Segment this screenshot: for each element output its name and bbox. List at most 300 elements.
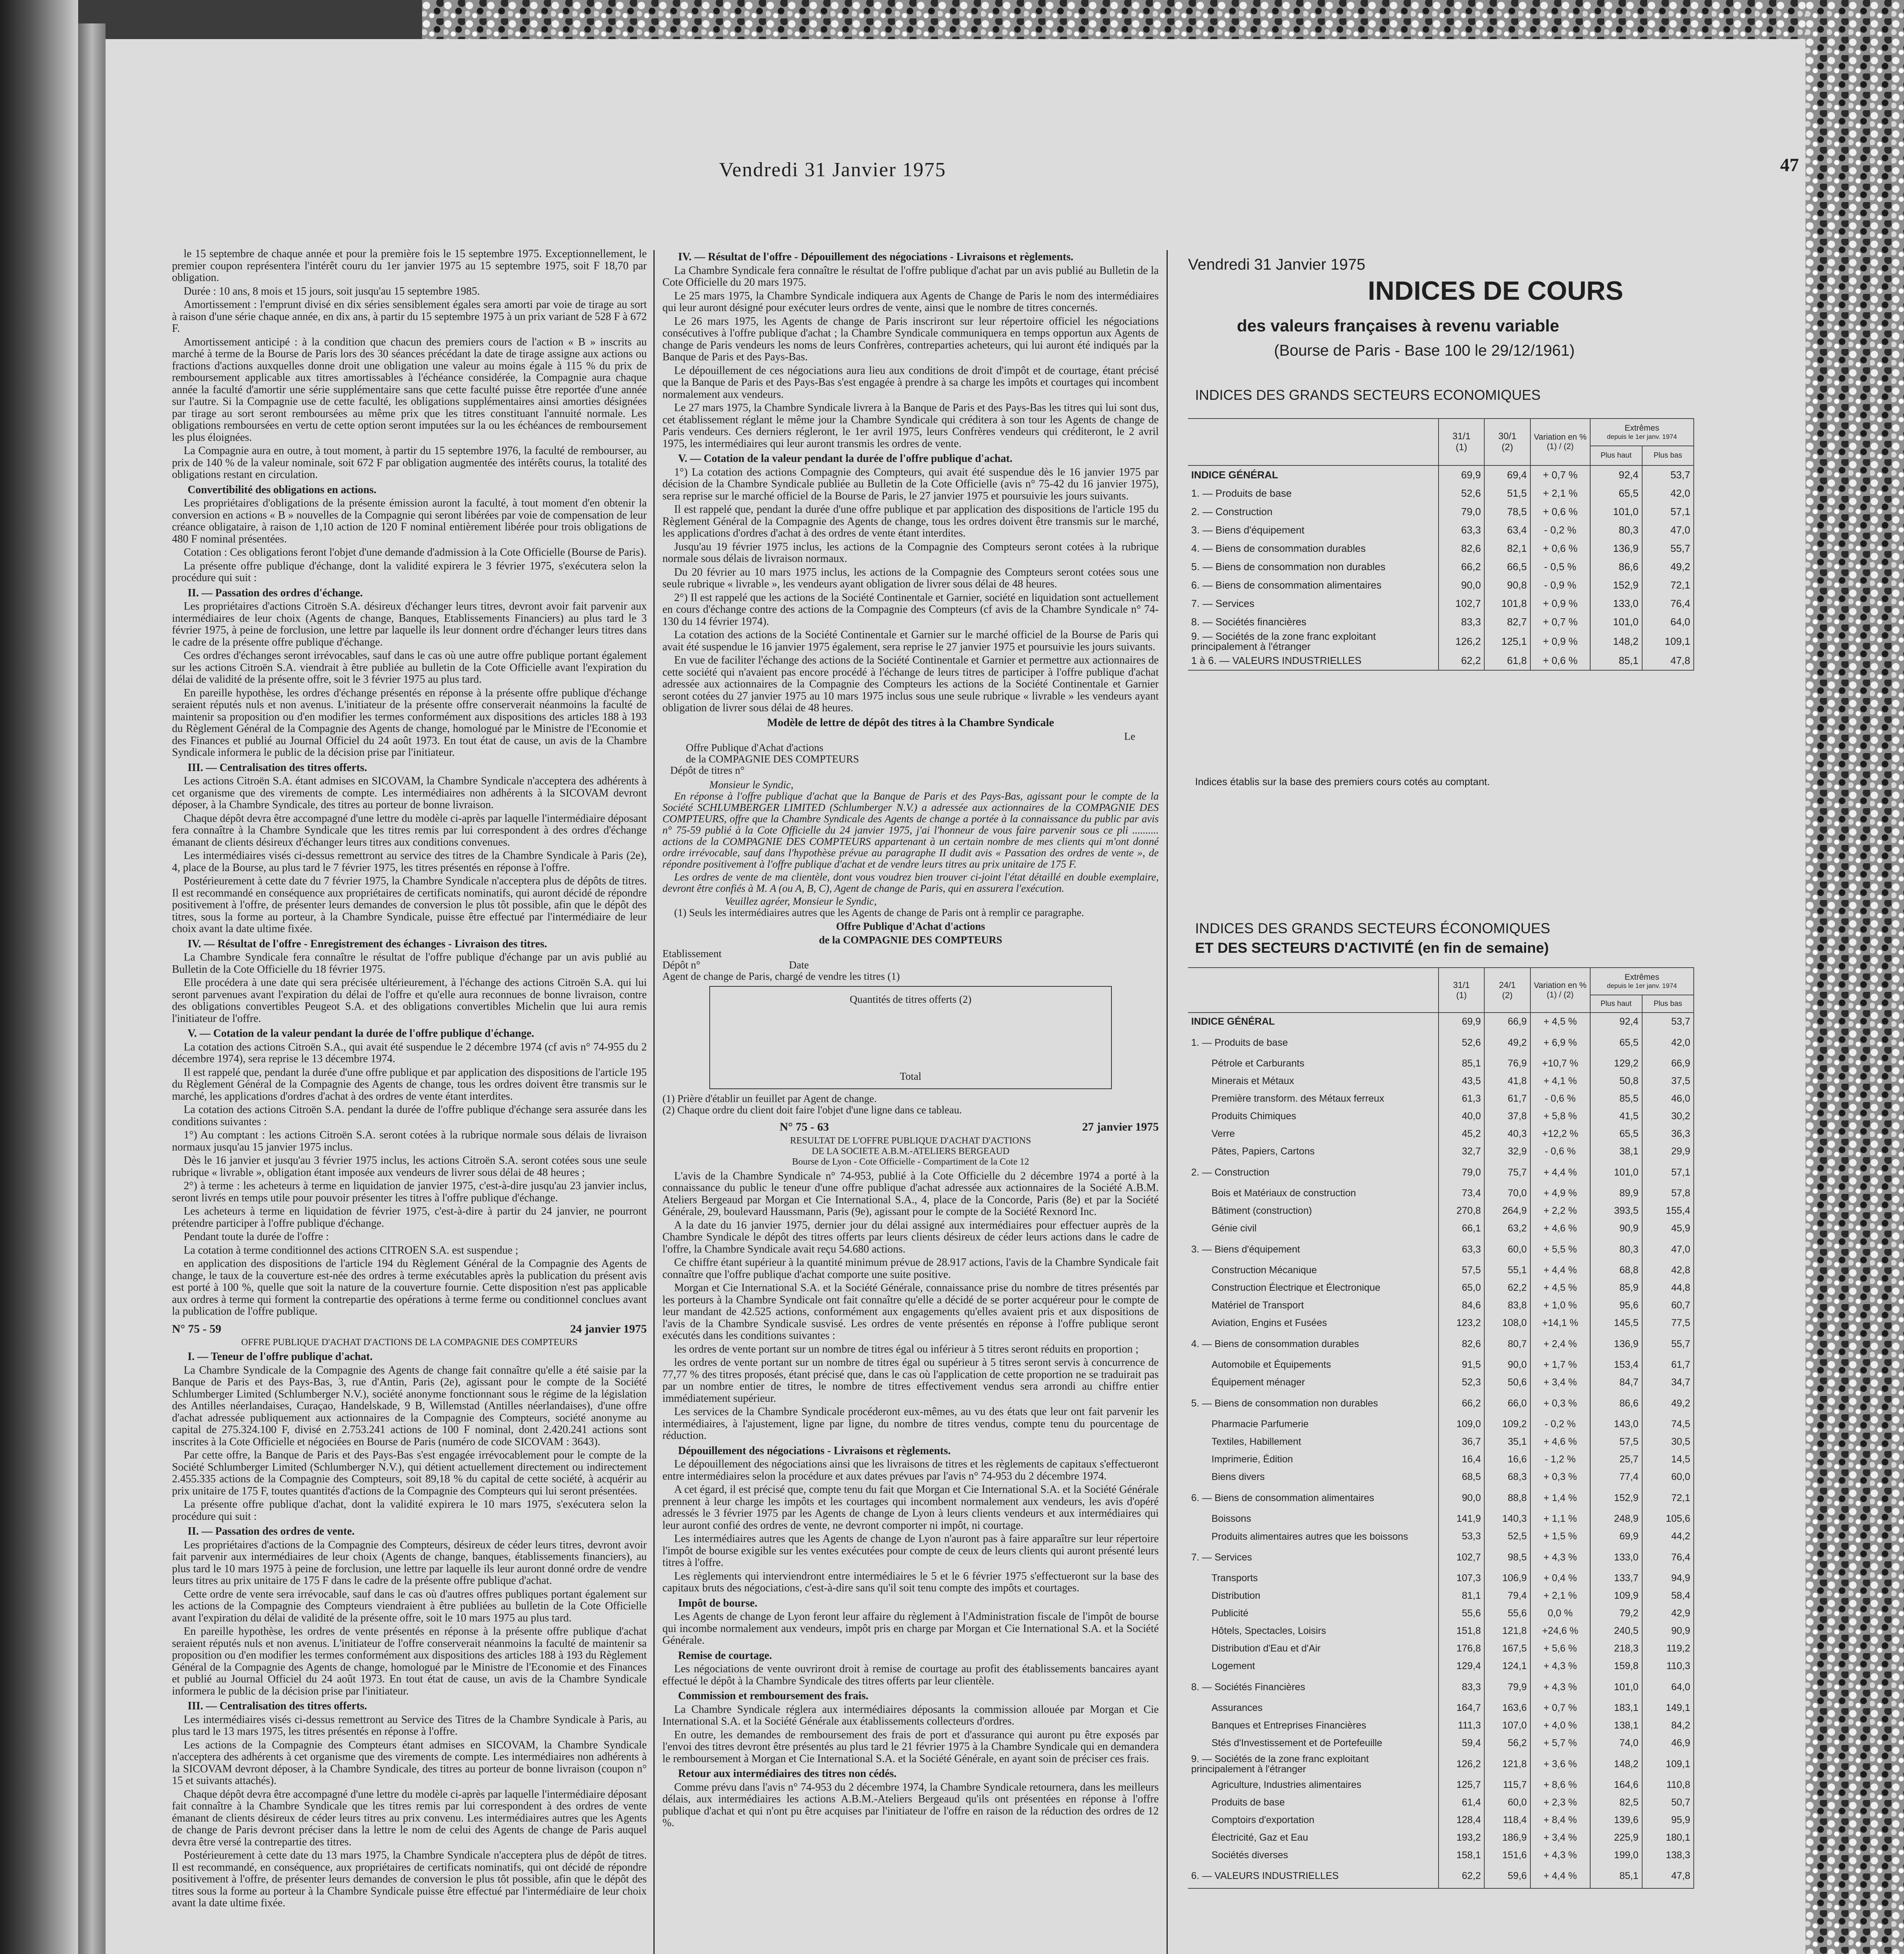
row-value: 84,7 [1590, 1374, 1642, 1391]
row-value: 110,8 [1642, 1776, 1694, 1794]
row-value: 63,2 [1484, 1220, 1530, 1237]
row-value: 152,9 [1590, 576, 1642, 594]
row-value: 152,9 [1590, 1486, 1642, 1510]
paragraph: Retour aux intermédiaires des titres non cédés. [678, 1768, 897, 1780]
row-value: 55,6 [1439, 1605, 1484, 1622]
row-label: Matériel de Transport [1211, 1300, 1304, 1311]
table-row [1188, 1829, 1694, 1847]
row-value: 148,2 [1590, 1752, 1642, 1776]
model-title: Modèle de lettre de dépôt des titres à la Chambre Syndicale [767, 716, 1054, 729]
table-row [1188, 1675, 1694, 1699]
row-value: 129,2 [1590, 1055, 1642, 1072]
table-row [1188, 1794, 1694, 1811]
row-value: 151,8 [1439, 1622, 1484, 1640]
indices-title: INDICES DE COURS [1368, 276, 1623, 306]
page-number: 47 [1780, 155, 1799, 175]
row-value: 138,3 [1642, 1847, 1694, 1864]
row-value: 125,7 [1439, 1776, 1484, 1794]
row-value: + 1,7 % [1530, 1356, 1590, 1374]
row-value: 186,9 [1484, 1829, 1530, 1847]
paragraph: Postérieurement à cette date du 13 mars 1975, la Chambre Syndicale n'acceptera plus de dépôt de titres. Il est recommandé, en conséquence, aux propriétaires de certificats nominatifs, qui ont décidé de répondre positivement à l'offre, de présenter leurs demandes de conversion le plus tôt possible, afin que le dépôt des titres sous la forme au porteur à la Chambre Syndicale puisse être effectué par l'intermédiaire de leur choix avant la date ultime fixée. [172, 1849, 647, 1909]
row-value: 83,8 [1484, 1297, 1530, 1314]
row-label: Transports [1211, 1573, 1258, 1584]
table-row [1188, 1510, 1694, 1528]
row-value: 119,2 [1642, 1640, 1694, 1657]
row-value: + 5,5 % [1530, 1237, 1590, 1262]
row-value: 109,1 [1642, 1752, 1694, 1776]
row-value: 151,6 [1484, 1847, 1530, 1864]
table-row [1188, 1528, 1694, 1545]
row-value: 79,9 [1484, 1675, 1530, 1699]
row-value: 52,5 [1484, 1528, 1530, 1545]
table-row [1188, 503, 1694, 521]
paragraph: Dès le 16 janvier et jusqu'au 3 février 1975 inclus, les actions Citroën S.A. seront cotées sous une seule rubrique « livrable », obligation étant imposée aux vendeurs de livrer sous délai de 48 heures ; [172, 1154, 647, 1179]
table-row [1188, 1314, 1694, 1332]
row-value: 64,0 [1642, 613, 1694, 631]
row-label: Génie civil [1211, 1223, 1257, 1234]
row-value: 136,9 [1590, 1332, 1642, 1356]
paragraph: I. — Teneur de l'offre publique d'achat. [188, 1351, 373, 1363]
table-row [1188, 1486, 1694, 1510]
row-value: 36,7 [1439, 1433, 1484, 1451]
row-value: 43,5 [1439, 1072, 1484, 1090]
table-row [1188, 1657, 1694, 1675]
row-value: 77,5 [1642, 1314, 1694, 1332]
row-value: 126,2 [1439, 1752, 1484, 1776]
row-label: Produits alimentaires autres que les boissons [1211, 1531, 1408, 1542]
marbled-cover-right [1806, 0, 1904, 1954]
row-value: 61,4 [1439, 1794, 1484, 1811]
paragraph: La présente offre publique d'achat, dont la validité expirera le 10 mars 1975, s'exécutera selon la procédure qui suit : [172, 1498, 647, 1523]
row-value: 84,2 [1642, 1717, 1694, 1734]
row-value: 123,2 [1439, 1314, 1484, 1332]
row-label: Bois et Matériaux de construction [1211, 1188, 1356, 1199]
row-value: 55,1 [1484, 1262, 1530, 1279]
row-value: + 4,5 % [1530, 1013, 1590, 1031]
row-label: Construction Électrique et Électronique [1211, 1282, 1381, 1293]
row-value: 124,1 [1484, 1657, 1530, 1675]
row-value: 47,8 [1642, 1864, 1694, 1888]
row-value: 52,3 [1439, 1374, 1484, 1391]
table-row [1188, 1013, 1694, 1031]
paragraph: Les intermédiaires autres que les Agents de change de Lyon n'auront pas à faire apparaître sur leur répertoire l'impôt de bourse exigible sur les ventes exécutées pour compte de ceux de leurs clients qui auront présenté leurs titres à l'offre. [662, 1533, 1159, 1569]
paragraph: Les Agents de change de Lyon feront leur affaire du règlement à l'Administration fiscale de l'impôt de bourse qui incombe normalement aux vendeurs, impôt pris en charge par Morgan et Cie International S.A. et la Société Générale. [662, 1610, 1159, 1646]
row-value: 60,0 [1484, 1794, 1530, 1811]
row-value: 65,0 [1439, 1279, 1484, 1297]
paragraph: Les règlements qui interviendront entre intermédiaires le 5 et le 6 février 1975 s'effectueront sur la base des capitaux bruts des négociations, c'est-à-dire sans qu'il soit tenu compte des impôts et courtages. [662, 1570, 1159, 1594]
row-value: - 0,5 % [1530, 558, 1590, 576]
paragraph: Chaque dépôt devra être accompagné d'une lettre du modèle ci-après par laquelle l'intermédiaire déposant fait connaître à la Chambre Syndicale que les titres remis par lui correspondent à des ordres de vente émanant de clients désireux de céder leurs titres au prix convenu. Les intermédiaires autres que les Agents de change de Paris devront préciser dans la lettre le nom de celui des Agents de change de Paris auquel devra être versé la contrepartie des titres. [172, 1788, 647, 1848]
row-value: + 2,2 % [1530, 1202, 1590, 1220]
paragraph: La Chambre Syndicale de la Compagnie des Agents de change fait connaître qu'elle a été saisie par la Banque de Paris et des Pays-Bas, 3, rue d'Antin, Paris (2e), agissant pour le compte de la Société Schlumberger Limited (Schlumberger N.V.), société anonyme fonctionnant sous le régime de la législation des Antilles néerlandaises, Curaçao, Handelskade, 9 B, Willemstad (Antilles néerlandaises), d'une offre d'achat adressée publiquement aux actionnaires de la Compagnie des Compteurs, société anonyme au capital de 275.324.100 F, divisé en 2.753.241 actions de 100 F nominal, dont 2.420.241 actions sont inscrites à la Cote Officielle et négociées en Bourse de Paris (numéro de code SICOVAM : 3643). [172, 1364, 647, 1448]
row-value: 66,9 [1484, 1013, 1530, 1031]
row-value: 50,7 [1642, 1794, 1694, 1811]
row-value: 57,1 [1642, 503, 1694, 521]
row-value: 106,9 [1484, 1569, 1530, 1587]
row-value: + 0,4 % [1530, 1569, 1590, 1587]
row-label: 6. — VALEURS INDUSTRIELLES [1191, 1870, 1339, 1881]
row-label: Distribution d'Eau et d'Air [1211, 1643, 1321, 1654]
row-value: + 2,1 % [1530, 1587, 1590, 1605]
row-value: 176,8 [1439, 1640, 1484, 1657]
table-row [1188, 1699, 1694, 1717]
row-value: 133,0 [1590, 1545, 1642, 1569]
row-value: 76,4 [1642, 1545, 1694, 1569]
paragraph: En pareille hypothèse, les ordres de vente présentés en réponse à la présente offre publique d'achat seraient réputés nuls et non avenus. L'initiateur de l'offre conserverait néanmoins la faculté de maintenir sa proposition ou d'en modifier les termes conformément aux dispositions des articles 188 à 193 du Règlement Général de la Compagnie des Agents de change, homologué par le Ministre de l'Economie et des Finances et publié au Journal Officiel du 24 août 1973. En tout état de cause, un avis de la Chambre Syndicale informera le public de la décision prise par l'initiateur. [172, 1625, 647, 1697]
row-value: 46,0 [1642, 1090, 1694, 1108]
paragraph: les ordres de vente portant sur un nombre de titres égal ou inférieur à 5 titres seront réduits en proportion ; [674, 1343, 1139, 1355]
table-row [1188, 1031, 1694, 1055]
row-value: 101,8 [1484, 594, 1530, 613]
row-value: 155,4 [1642, 1202, 1694, 1220]
paragraph: Postérieurement à cette date du 7 février 1975, la Chambre Syndicale n'acceptera plus de dépôts de titres. Il est recommandé en conséquence aux propriétaires de certificats nominatifs, qui auront décidé de répondre positivement à l'offre, de présenter leurs demandes de conversion le plus tôt possible, afin que le dépôt des titres, sous la forme au porteur, à la Chambre Syndicale, puisse être effectué par l'intermédiaire de leur choix avant la date ultime fixée. [172, 875, 647, 935]
row-value: - 0,6 % [1530, 1090, 1590, 1108]
row-label: 6. — Biens de consommation alimentaires [1191, 579, 1382, 591]
row-value: 149,1 [1642, 1699, 1694, 1717]
paragraph: Les actions Citroën S.A. étant admises en SICOVAM, la Chambre Syndicale n'acceptera des adhérents à cet organisme que des virements de compte. Les intermédiaires non adhérents à la SICOVAM devront déposer, à la Chambre Syndicale, des titres au porteur de bonne livraison. [172, 775, 647, 811]
row-label: Boissons [1211, 1513, 1251, 1524]
paragraph: Les services de la Chambre Syndicale procéderont eux-mêmes, au vu des états que leur ont fait parvenir les intermédiaires, à l'ajustement, ligne par ligne, du nombre de titres vendus, compte tenu du pourcentage de réduction. [662, 1406, 1159, 1442]
row-value: 66,1 [1439, 1220, 1484, 1237]
row-value: 45,2 [1439, 1125, 1484, 1143]
row-value: 44,2 [1642, 1528, 1694, 1545]
row-value: 69,9 [1439, 1013, 1484, 1031]
row-value: 47,8 [1642, 651, 1694, 670]
row-value: + 4,4 % [1530, 1864, 1590, 1888]
row-label: Équipement ménager [1211, 1377, 1305, 1388]
row-value: 40,3 [1484, 1125, 1530, 1143]
table-row [1188, 558, 1694, 576]
table-row [1188, 651, 1694, 670]
row-label: Sociétés diverses [1211, 1850, 1288, 1861]
row-value: 82,1 [1484, 539, 1530, 558]
row-value: 65,5 [1590, 1031, 1642, 1055]
table-row [1188, 1569, 1694, 1587]
section-title-2: INDICES DES GRANDS SECTEURS ÉCONOMIQUES [1195, 920, 1550, 936]
row-value: 80,3 [1590, 1237, 1642, 1262]
row-value: 35,1 [1484, 1433, 1530, 1451]
row-label: Construction Mécanique [1211, 1265, 1317, 1276]
paragraph: Elle procédera à une date qui sera précisée ultérieurement, à l'échange des actions Citroën S.A. qui lui seront parvenues avant l'expiration du délai de l'offre et qu'elle aura reconnues de bonne livraison, contre des obligations convertibles Peugeot S.A. et des obligations convertibles Michelin que lui aura remis l'initiateur de l'offre. [172, 977, 647, 1025]
row-value: + 4,4 % [1530, 1160, 1590, 1185]
row-value: 16,4 [1439, 1451, 1484, 1468]
row-value: +24,6 % [1530, 1622, 1590, 1640]
table-row [1188, 1545, 1694, 1569]
row-value: 58,4 [1642, 1587, 1694, 1605]
row-value: 118,4 [1484, 1811, 1530, 1829]
row-value: + 0,9 % [1530, 631, 1590, 651]
paragraph: V. — Cotation de la valeur pendant la durée de l'offre publique d'achat. [678, 453, 1013, 465]
row-value: + 4,3 % [1530, 1545, 1590, 1569]
row-value: 53,7 [1642, 1013, 1694, 1031]
row-value: 32,9 [1484, 1143, 1530, 1160]
row-label: Pétrole et Carburants [1211, 1058, 1305, 1069]
row-value: 62,2 [1439, 651, 1485, 670]
row-value: 218,3 [1590, 1640, 1642, 1657]
paragraph: Pendant toute la durée de l'offre : [184, 1231, 329, 1243]
paragraph: Remise de courtage. [678, 1649, 772, 1662]
row-value: 60,0 [1642, 1468, 1694, 1486]
table-row [1188, 1847, 1694, 1864]
row-value: 80,7 [1484, 1332, 1530, 1356]
paragraph: Le 26 mars 1975, les Agents de change de Paris inscriront sur leur répertoire officiel les négociations consécutives à l'offre publique d'achat ; la Chambre Syndicale communiquera en temps opportun aux Agents de change de Paris vendeurs les noms de leurs Confrères, contreparties acheteurs, qui lui auront été indiqués par la Banque de Paris et des Pays-Bas. [662, 315, 1159, 363]
row-label: Aviation, Engins et Fusées [1211, 1317, 1327, 1328]
row-value: + 4,0 % [1530, 1717, 1590, 1734]
row-value: 90,0 [1484, 1356, 1530, 1374]
paragraph: le 15 septembre de chaque année et pour la première fois le 15 septembre 1975. Exceptionnellement, le premier coupon représentera l'intérêt couru du 1er janvier 1975 au 15 septembre 1975, soit F 18,70 par obligation. [172, 248, 647, 284]
row-value: +10,7 % [1530, 1055, 1590, 1072]
section-title-1: INDICES DES GRANDS SECTEURS ECONOMIQUES [1195, 387, 1541, 403]
row-value: 61,8 [1484, 651, 1530, 670]
table-row [1188, 631, 1694, 651]
row-label: Minerais et Métaux [1211, 1075, 1294, 1086]
table-row [1188, 1220, 1694, 1237]
paragraph: La Chambre Syndicale réglera aux intermédiaires déposants la commission allouée par Morgan et Cie International S.A. et la Société Générale aux établissements collecteurs d'ordres. [662, 1703, 1159, 1727]
row-value: 80,3 [1590, 521, 1642, 539]
row-value: + 0,3 % [1530, 1468, 1590, 1486]
table-row [1188, 1262, 1694, 1279]
notice-title: RESULTAT DE L'OFFRE PUBLIQUE D'ACHAT D'ACTIONS [790, 1135, 1031, 1146]
paragraph: Jusqu'au 19 février 1975 inclus, les actions de la Compagnie des Compteurs seront cotées à la rubrique normale sous délais de livraison normaux. [662, 540, 1159, 565]
table-row [1188, 1202, 1694, 1220]
row-value: 76,9 [1484, 1055, 1530, 1072]
row-value: 68,3 [1484, 1468, 1530, 1486]
row-value: 69,9 [1590, 1528, 1642, 1545]
row-value: 66,5 [1484, 558, 1530, 576]
paragraph: En outre, les demandes de remboursement des frais de port et d'assurance qui auront pu être exposés par l'envoi des titres devront être présentés au plus tard le 21 février 1975 à la Chambre Syndicale qui en demandera le remboursement à Morgan et Cie International S.A. et la Société Générale, en ayant soin de préciser ces frais. [662, 1729, 1159, 1765]
paragraph: Du 20 février au 10 mars 1975 inclus, les actions de la Compagnie des Compteurs seront cotées sous une seule rubrique « livrable », les vendeurs ayant obligation de livrer sous délai de 48 heures. [662, 566, 1159, 590]
table-row [1188, 1717, 1694, 1734]
paragraph: La Chambre Syndicale fera connaître le résultat de l'offre publique d'achat par un avis publié au Bulletin de la Cote Officielle du 20 mars 1975. [662, 264, 1159, 288]
row-value: 42,8 [1642, 1262, 1694, 1279]
row-value: 36,3 [1642, 1125, 1694, 1143]
paragraph: Comme prévu dans l'avis n° 74-953 du 2 décembre 1974, la Chambre Syndicale retournera, dans les meilleurs délais, aux intermédiaires les actions A.B.M.-Ateliers Bergeaud qu'ils ont présentées en réponse à l'offre publique d'achat et qui n'ont pu être acquises par l'initiateur de l'offre en raison de la réduction des ordres de 12 %. [662, 1781, 1159, 1829]
table-row [1188, 1160, 1694, 1185]
row-value: 47,0 [1642, 521, 1694, 539]
row-value: + 4,6 % [1530, 1220, 1590, 1237]
paragraph: Les négociations de vente ouvriront droit à remise de courtage au profit des établissements bancaires ayant effectué le dépôt à la Chambre Syndicale des titres offerts par leur clientèle. [662, 1663, 1159, 1687]
paragraph: III. — Centralisation des titres offerts. [188, 761, 367, 774]
row-value: 85,1 [1439, 1055, 1484, 1072]
row-value: 101,0 [1590, 613, 1642, 631]
table-row [1188, 1279, 1694, 1297]
row-value: 393,5 [1590, 1202, 1642, 1220]
row-value: 42,0 [1642, 484, 1694, 503]
row-value: 49,2 [1642, 1391, 1694, 1415]
row-value: 57,5 [1439, 1262, 1484, 1279]
indices-table-1: 31/1 (1) 30/1 (2) Variation en % (1) / (2) Extrêmes depuis le 1er janv. 1974 Plus haut Plus bas INDICE GÉNÉRAL 69,9 69,4 + 0,7 % 92,4 53,7 1. — Produits de base 52,6 51,5 + 2,1 % 65,5 42,0 2. — Construction 79,0 78,5 + 0,6 % 101,0 57,1 3. — Biens d'équipement 63,3 63,4 - 0,2 % 80,3 47,0 4. — Biens de consommation durables 82,6 82,1 + 0,6 % 136,9 55,7 5. — Biens de consommation non durables 66,2 66,5 - 0,5 % 86,6 49,2 6. — Biens de consommation alimentaires 90,0 90,8 - 0,9 % 152,9 72,1 7. — Services 102,7 101,8 + 0,9 % 133,0 76,4 8. — Sociétés financières 83,3 82,7 + 0,7 % 101,0 64,0 9. — Sociétés de la zone franc exploitant principalement à l'étranger 126,2 125,1 + 0,9 % 148,2 109,1 1 à 6. — VALEURS INDUSTRIELLES 62,2 61,8 + 0,6 % 85,1 47,8 [1188, 418, 1694, 671]
paragraph: Impôt de bourse. [678, 1597, 758, 1609]
row-value: + 6,9 % [1530, 1031, 1590, 1055]
paragraph: 1°) Au comptant : les actions Citroën S.A. seront cotées à la rubrique normale sous délais de livraison normaux jusqu'au 15 janvier 1975 inclus. [172, 1129, 647, 1153]
row-value: + 0,7 % [1530, 465, 1590, 484]
book-binding [78, 23, 106, 1954]
row-value: 90,9 [1590, 1220, 1642, 1237]
row-value: 59,4 [1439, 1734, 1484, 1752]
row-label: Imprimerie, Édition [1211, 1454, 1293, 1465]
table-row [1188, 1864, 1694, 1888]
row-value: 78,5 [1484, 503, 1530, 521]
table-row [1188, 613, 1694, 631]
paragraph: En pareille hypothèse, les ordres d'échange présentés en réponse à la présente offre publique d'échange seraient réputés nuls et non avenus. L'initiateur de la présente offre conserverait néanmoins la faculté de maintenir sa proposition ou d'en modifier les termes conformément aux dispositions des articles 188 à 193 du Règlement Général de la Compagnie des Agents de change, homologué par le Ministre de l'Economie et des Finances et publié au Journal Officiel du 24 août 1973. En tout état de cause, un avis de la Chambre Syndicale informera le public de la décision prise par l'initiateur. [172, 687, 647, 759]
paragraph: en application des dispositions de l'article 194 du Règlement Général de la Compagnie des Agents de change, le taux de la couverture est-née des ordres à terme exécutables après la publication du présent avis est porté à 100 %, quelle que soit la nature de la couverture fournie. Cette disposition n'est pas applicable aux ordres à terme qui forment la contrepartie des opérations à terme ferme ou conditionnel conclues avant la publication de l'offre publique. [172, 1258, 647, 1317]
row-value: 126,2 [1439, 631, 1485, 651]
row-value: 193,2 [1439, 1829, 1484, 1847]
row-label: 7. — Services [1191, 598, 1254, 609]
row-value: 140,3 [1484, 1510, 1530, 1528]
row-value: 50,8 [1590, 1072, 1642, 1090]
paragraph: Le dépouillement de ces négociations aura lieu aux conditions de droit d'impôt et de courtage, étant précisé que la Banque de Paris et des Pays-Bas s'est engagée à prendre à sa charge les impôts et courtages qui incombent normalement aux vendeurs. [662, 364, 1159, 401]
row-value: 92,4 [1590, 1013, 1642, 1031]
row-value: 79,4 [1484, 1587, 1530, 1605]
row-value: 98,5 [1484, 1545, 1530, 1569]
row-value: 270,8 [1439, 1202, 1484, 1220]
table-row [1188, 1090, 1694, 1108]
row-label: Électricité, Gaz et Eau [1211, 1832, 1308, 1843]
paragraph: Il est rappelé que, pendant la durée d'une offre publique et par application des dispositions de l'article 195 du Règlement Général de la Compagnie des Agents de change, tous les ordres doivent être transmis sur le marché, les applications d'ordres d'achat à des ordres de vente étant interdites. [172, 1066, 647, 1102]
row-value: 148,2 [1590, 631, 1642, 651]
row-value: 63,3 [1439, 521, 1485, 539]
table-row [1188, 484, 1694, 503]
row-value: + 0,3 % [1530, 1391, 1590, 1415]
row-value: 139,6 [1590, 1811, 1642, 1829]
row-value: 128,4 [1439, 1811, 1484, 1829]
row-value: 25,7 [1590, 1451, 1642, 1468]
row-value: 158,1 [1439, 1847, 1484, 1864]
row-value: 73,4 [1439, 1185, 1484, 1202]
row-value: 90,0 [1439, 576, 1485, 594]
row-value: 37,8 [1484, 1108, 1530, 1125]
row-label: Pâtes, Papiers, Cartons [1211, 1146, 1315, 1157]
row-value: 85,9 [1590, 1279, 1642, 1297]
row-value: 74,0 [1590, 1734, 1642, 1752]
row-value: 63,3 [1439, 1237, 1484, 1262]
row-value: 102,7 [1439, 1545, 1484, 1569]
row-value: 69,4 [1484, 465, 1530, 484]
row-value: 66,9 [1642, 1055, 1694, 1072]
row-value: 248,9 [1590, 1510, 1642, 1528]
row-value: + 2,3 % [1530, 1794, 1590, 1811]
row-label: 9. — Sociétés de la zone franc exploitant principalement à l'étranger [1191, 631, 1376, 651]
row-value: - 0,6 % [1530, 1143, 1590, 1160]
row-label: INDICE GÉNÉRAL [1191, 469, 1278, 481]
deposit-form: Offre Publique d'Achat d'actions de la COMPAGNIE DES COMPTEURS Etablissement Dépôt n° Date Agent de change de Paris, chargé de vendre les titres (1) Quantités de titres offerts (2) Total (1) Prière d'établir un feuillet par Agent de change. (2) Chaque ordre du client doit faire l'objet d'une ligne dans ce tableau. [662, 921, 1159, 1116]
row-label: INDICE GÉNÉRAL [1191, 1016, 1275, 1027]
paragraph: Les acheteurs à terme en liquidation de février 1975, c'est-à-dire à partir du 24 janvier, ne pourront prétendre participer à l'offre publique d'échange. [172, 1205, 647, 1229]
row-value: 89,9 [1590, 1185, 1642, 1202]
table-row [1188, 576, 1694, 594]
column-rule [1167, 250, 1168, 1954]
row-value: 153,4 [1590, 1356, 1642, 1374]
row-value: 90,0 [1439, 1486, 1484, 1510]
row-label: 1 à 6. — VALEURS INDUSTRIELLES [1191, 655, 1362, 666]
row-value: + 2,1 % [1530, 484, 1590, 503]
table-row [1188, 1125, 1694, 1143]
table-row [1188, 1332, 1694, 1356]
row-value: 53,7 [1642, 465, 1694, 484]
row-value: + 4,3 % [1530, 1847, 1590, 1864]
row-value: 37,5 [1642, 1072, 1694, 1090]
row-value: 59,6 [1484, 1864, 1530, 1888]
row-value: 91,5 [1439, 1356, 1484, 1374]
row-value: 65,5 [1590, 484, 1642, 503]
row-value: 49,2 [1484, 1031, 1530, 1055]
row-value: 52,6 [1439, 484, 1485, 503]
paragraph: Amortissement : l'emprunt divisé en dix séries sensiblement égales sera amorti par voie de tirage au sort à raison d'une série chaque année, en dix ans, à partir du 15 septembre 1975 à un prix variant de 528 F à 672 F. [172, 299, 647, 335]
row-value: - 0,2 % [1530, 1415, 1590, 1433]
row-label: 3. — Biens d'équipement [1191, 1244, 1300, 1255]
row-value: 38,1 [1590, 1143, 1642, 1160]
row-label: Agriculture, Industries alimentaires [1211, 1779, 1362, 1790]
paragraph: La Compagnie aura en outre, à tout moment, à partir du 15 septembre 1976, la faculté de rembourser, au prix de 140 % de la valeur nominale, soit 672 F par obligation augmentée des intérêts courus, la totalité des obligations restant en circulation. [172, 445, 647, 481]
row-value: - 0,9 % [1530, 576, 1590, 594]
row-value: 62,2 [1439, 1864, 1484, 1888]
row-value: 61,7 [1484, 1090, 1530, 1108]
row-value: + 2,4 % [1530, 1332, 1590, 1356]
quantities-box: Quantités de titres offerts (2) Total [709, 986, 1112, 1089]
paragraph: IV. — Résultat de l'offre - Dépouillement des négociations - Livraisons et règlements. [678, 251, 1074, 263]
notice-header: N° 75 - 63 27 janvier 1975 [780, 1120, 1159, 1133]
row-value: 107,3 [1439, 1569, 1484, 1587]
table-row [1188, 1587, 1694, 1605]
row-value: 55,7 [1642, 1332, 1694, 1356]
row-value: +12,2 % [1530, 1125, 1590, 1143]
paragraph: 2°) Il est rappelé que les actions de la Société Continentale et Garnier, société en liquidation sont actuellement en cours d'échange contre des actions de la Compagnie des Compteurs (cf avis de la Chambre Syndicale n° 74-130 du 14 février 1974). [662, 591, 1159, 628]
row-value: 167,5 [1484, 1640, 1530, 1657]
row-value: 56,2 [1484, 1734, 1530, 1752]
row-label: 9. — Sociétés de la zone franc exploitant principalement à l'étranger [1191, 1754, 1369, 1775]
paragraph: V. — Cotation de la valeur pendant la durée de l'offre publique d'échange. [188, 1027, 534, 1040]
row-value: 50,6 [1484, 1374, 1530, 1391]
row-value: 75,7 [1484, 1160, 1530, 1185]
row-value: 85,1 [1590, 1864, 1642, 1888]
row-value: 62,2 [1484, 1279, 1530, 1297]
row-value: 163,6 [1484, 1699, 1530, 1717]
table-row [1188, 1811, 1694, 1829]
table-row [1188, 1776, 1694, 1794]
row-label: 5. — Biens de consommation non durables [1191, 561, 1386, 573]
row-value: 133,7 [1590, 1569, 1642, 1587]
row-value: 102,7 [1439, 594, 1485, 613]
row-label: Bâtiment (construction) [1211, 1205, 1312, 1216]
row-value: 79,0 [1439, 1160, 1484, 1185]
row-value: 83,3 [1439, 613, 1485, 631]
paragraph: les ordres de vente portant sur un nombre de titres égal ou supérieur à 5 titres seront servis à concurrence de 77,77 % des titres proposés, étant précisé que, dans le cas où l'application de cette proportion ne se traduirait pas par un nombre entier de titres, le nombre de titres effectivement vendus sera arrondi au chiffre entier immédiatement supérieur. [662, 1356, 1159, 1405]
row-value: 66,0 [1484, 1391, 1530, 1415]
notice-title: OFFRE PUBLIQUE D'ACHAT D'ACTIONS DE LA COMPAGNIE DES COMPTEURS [241, 1337, 578, 1347]
row-value: 57,5 [1590, 1433, 1642, 1451]
row-value: 95,9 [1642, 1811, 1694, 1829]
row-value: 109,1 [1642, 631, 1694, 651]
row-label: 3. — Biens d'équipement [1191, 524, 1305, 536]
row-value: + 3,6 % [1530, 1752, 1590, 1776]
row-value: 70,0 [1484, 1185, 1530, 1202]
paragraph: II. — Passation des ordres d'échange. [188, 587, 363, 599]
row-value: 60,7 [1642, 1297, 1694, 1314]
row-value: + 3,4 % [1530, 1829, 1590, 1847]
row-value: 108,0 [1484, 1314, 1530, 1332]
paragraph: Amortissement anticipé : à la condition que chacun des premiers cours de l'action « B » inscrits au marché à terme de la Bourse de Paris lors des 30 séances précédant la date de tirage assigne aux actions ou fractions d'actions auxquelles donne droit une obligation une valeur au moins égale à 115 % du prix de remboursement applicable aux titres amortissables à l'échéance considérée, la Compagnie aura chaque année la faculté d'amortir une série supplémentaire sans que cette faculté puisse être reportée d'une année sur l'autre. Si la Compagnie use de cette faculté, les obligations supplémentaires ainsi amorties désignées par tirage au sort seront remboursées au même prix que les titres constituant l'annuité normale. Les obligations remboursées en vertu de cette option seront imputées sur la ou les échéances de remboursement les plus éloignées. [172, 336, 647, 444]
indices-subtitle: des valeurs françaises à revenu variable [1237, 317, 1559, 335]
row-value: 49,2 [1642, 558, 1694, 576]
row-value: 109,0 [1439, 1415, 1484, 1433]
paragraph: II. — Passation des ordres de vente. [188, 1525, 355, 1537]
row-value: 16,6 [1484, 1451, 1530, 1468]
row-value: 76,4 [1642, 594, 1694, 613]
table-row [1188, 1356, 1694, 1374]
row-label: Publicité [1211, 1608, 1249, 1619]
row-value: 101,0 [1590, 503, 1642, 521]
